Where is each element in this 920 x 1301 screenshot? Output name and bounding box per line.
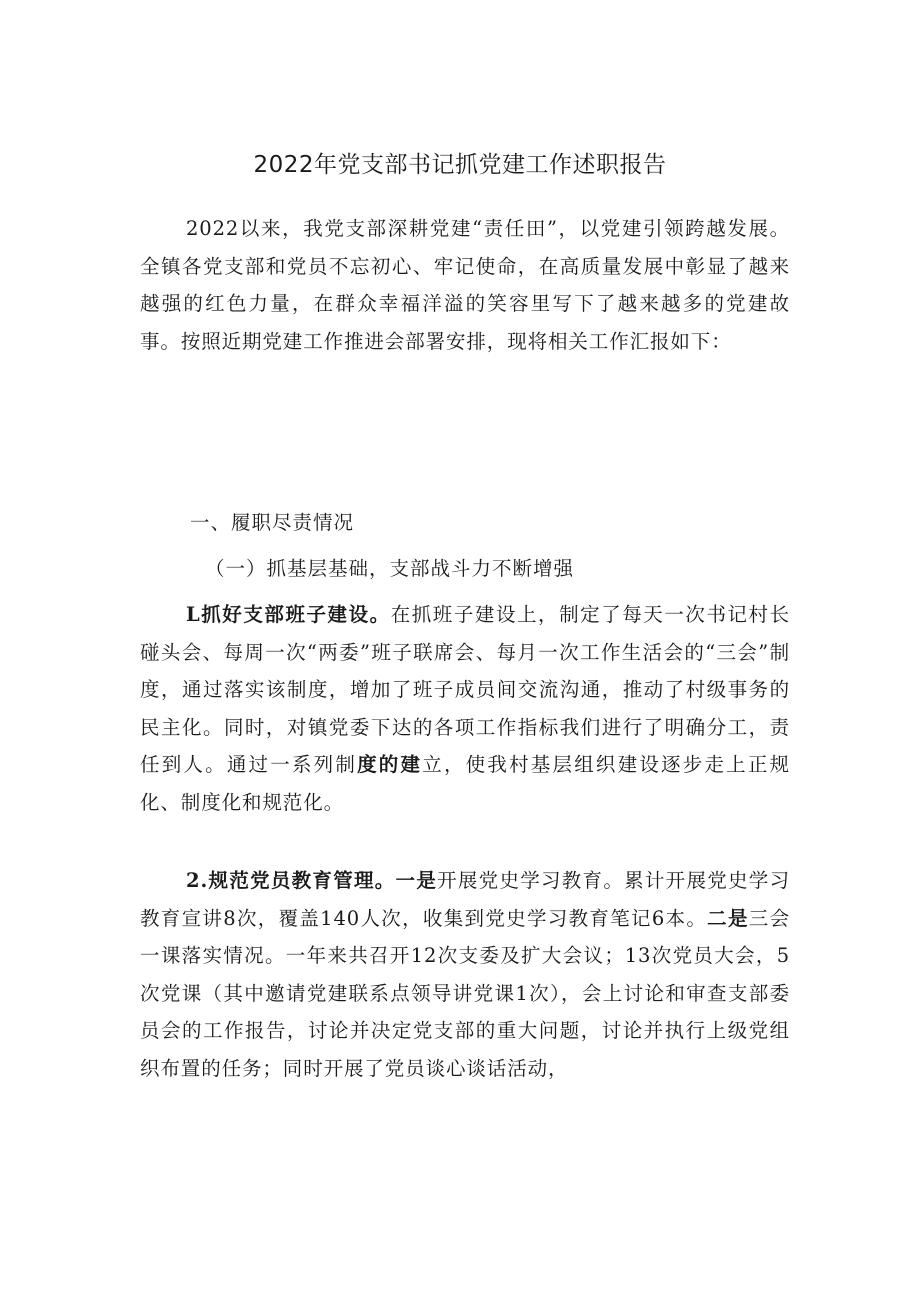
document-title: 2022年党支部书记抓党建工作述职报告	[253, 152, 667, 178]
paragraph-item-1	[140, 596, 790, 822]
item-1-text-b: 立，使我村基层组织建设逐步走上正规化、制度化和规范化。	[140, 753, 790, 814]
intro-paragraph: 2022以来，我党支部深耕党建“责任田”，以党建引领跨越发展。全镇各党支部和党员不忘初心、牢记使命，在高质量发展中彰显了越来越强的红色力量，在群众幸福洋溢的笑容里写下了越来越多的党建故事。按照近期党建工作推进会部署安排，现将相关工作汇报如下：	[140, 217, 790, 353]
section-heading-1: 一、履职尽责情况	[190, 511, 355, 534]
item-2-second-text: 三会一课落实情况。一年来共召开12次支委及扩大会议；13次党员大会，5次党课（其中邀请党建联系点领导讲党课1次），会上讨论和审查支部委员会的工作报告，讨论并决定党支部的重大问题，讨论并执行上级党组织布置的任务；同时开展了党员谈心谈话活动，	[140, 906, 790, 1080]
item-2-first-label: 一是	[395, 869, 438, 892]
item-1-text-a: 在抓班子建设上，制定了每天一次书记村长碰头会、每周一次“两委”班子联席会、每月一次工作生活会的“三会”制度，通过落实该制度，增加了班子成员间交流沟通，推动了村级事务的民主化。同时，对镇党委下达的各项工作指标我们进行了明确分工，责任到人。通过一系列制	[140, 603, 790, 777]
item-1-lead: L抓好支部班子建设。	[186, 603, 391, 626]
item-2-lead: 2.规范党员教育管理。	[186, 869, 396, 892]
paragraph-item-2	[140, 862, 790, 1088]
item-1-text-bold: 度的建	[357, 753, 423, 777]
item-2-second-label: 二是	[707, 906, 749, 930]
subsection-heading-1: （一）抓基层基础，支部战斗力不断增强	[205, 557, 575, 580]
item-2-first-text: 开展党史学习教育。累计开展党史学习教育宣讲8次，覆盖140人次，收集到党史学习教育笔记6本。	[140, 869, 790, 930]
